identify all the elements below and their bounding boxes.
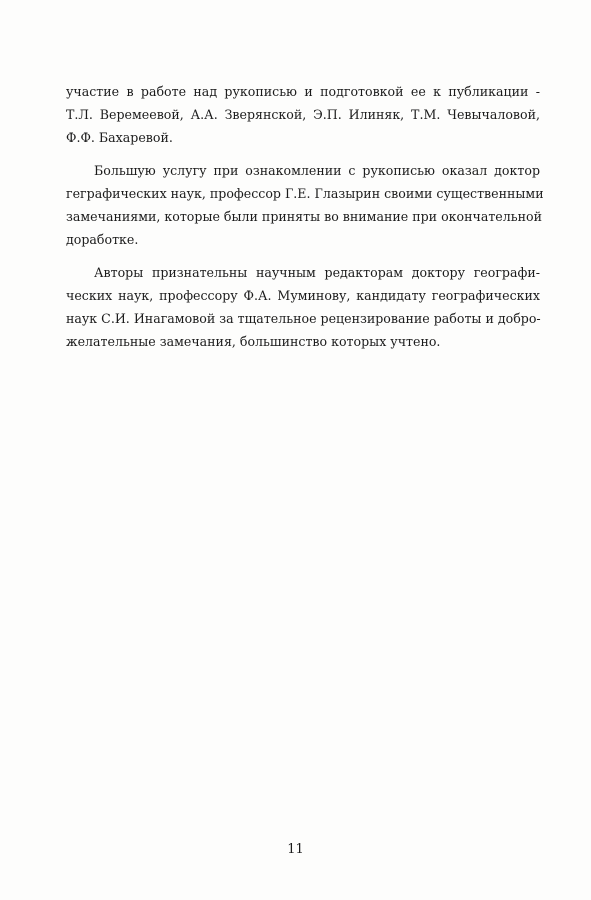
text-line: замечаниями, которые были приняты во внимание при окончательной: [66, 209, 542, 224]
text-line: ческих наук, профессору Ф.А. Муминову, кандидату географических: [66, 288, 540, 303]
text-line: геграфических наук, профессор Г.Е. Глазырин своими существенными: [66, 186, 544, 201]
paragraph-acknowledgment-editors: [66, 261, 540, 353]
text-line: доработке.: [66, 232, 139, 247]
page-number: 11: [287, 842, 304, 857]
text-line: Ф.Ф. Бахаревой.: [66, 130, 173, 145]
text-line: участие в работе над рукописью и подготовкой ее к публикации -: [66, 84, 540, 99]
text-line: Авторы признательны научным редакторам доктору географи-: [94, 265, 540, 280]
text-line: наук С.И. Инагамовой за тщательное рецензирование работы и добро-: [66, 311, 541, 326]
paragraph-acknowledgment-contributors: [66, 80, 540, 149]
paragraph-acknowledgment-reviewer: [66, 159, 544, 251]
body-text: [66, 80, 544, 363]
text-line: Т.Л. Веремеевой, А.А. Зверянской, Э.П. Илиняк, Т.М. Чевычаловой,: [66, 107, 540, 122]
text-line: желательные замечания, большинство которых учтено.: [66, 334, 441, 349]
text-line: Большую услугу при ознакомлении с рукописью оказал доктор: [94, 163, 540, 178]
